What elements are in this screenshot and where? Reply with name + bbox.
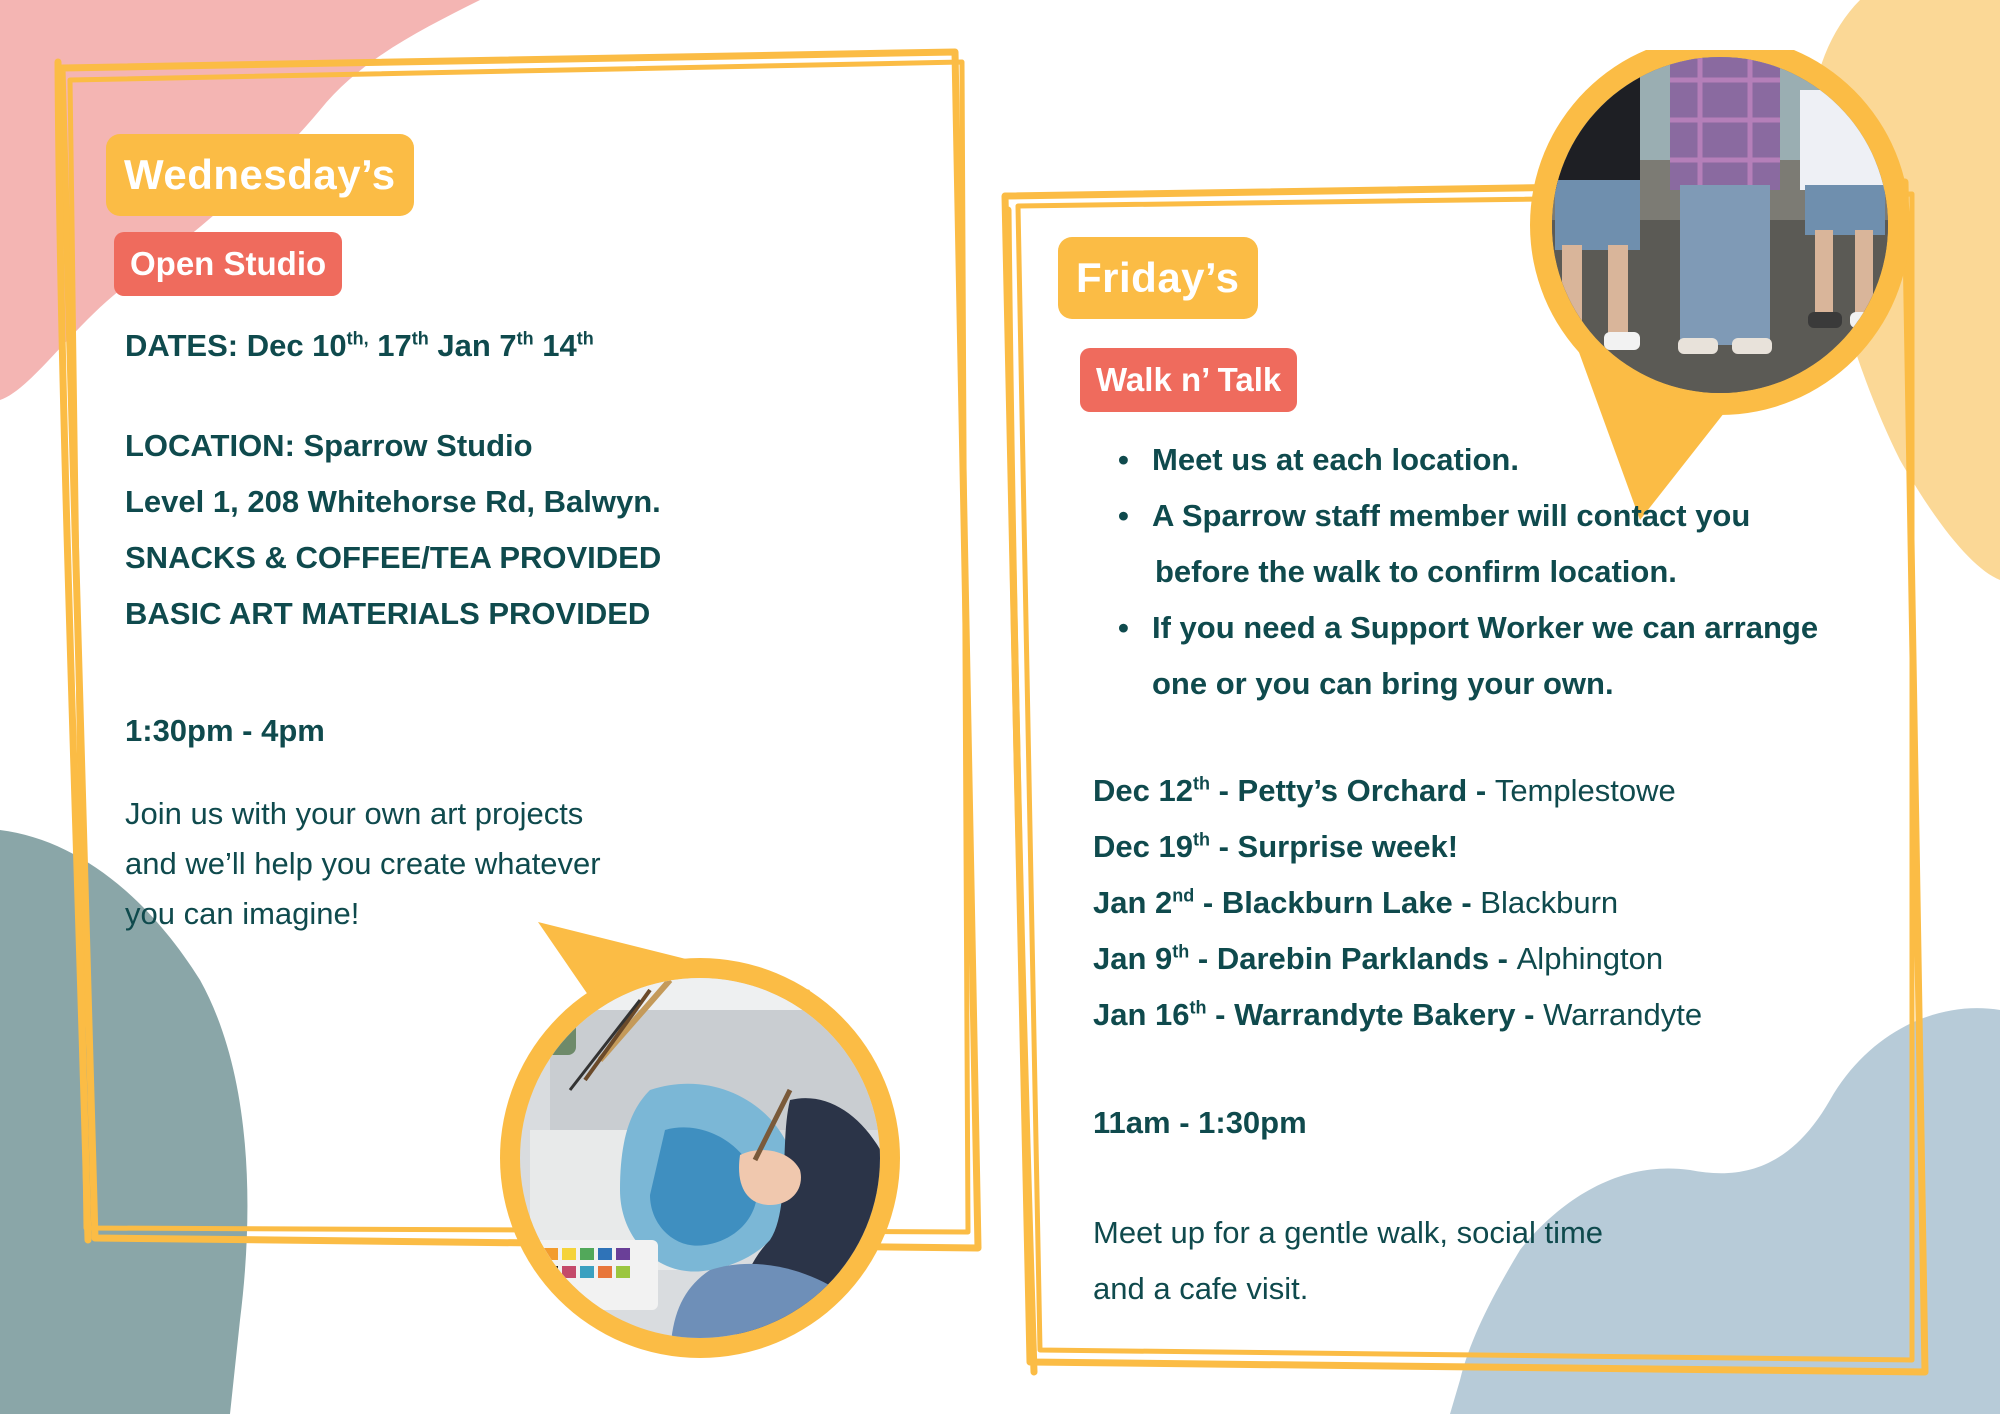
schedule-row: Dec 12th - Petty’s Orchard - Templestowe <box>1093 773 1676 808</box>
wednesday-title: Wednesday’s <box>106 134 414 216</box>
bullet-item: • A Sparrow staff member will contact you before the walk to confirm location. <box>1114 488 1914 600</box>
bullet-item: • Meet us at each location. <box>1114 432 1914 488</box>
location-line-1: LOCATION: Sparrow Studio <box>125 428 533 463</box>
open-studio-badge: Open Studio <box>114 232 342 296</box>
schedule-row: Dec 19th - Surprise week! <box>1093 829 1459 864</box>
wednesday-dates: DATES: Dec $10^{th,}$ 17th Jan 7th 14th <box>125 328 594 363</box>
wednesday-time: 1:30pm - 4pm <box>125 713 325 748</box>
painting-photo-pin <box>490 920 900 1365</box>
walk-schedule <box>1093 763 1702 1043</box>
wednesday-description-2: and we’ll help you create whatever <box>125 846 601 881</box>
wednesday-description-3: you can imagine! <box>125 896 360 931</box>
schedule-row: Jan 9th - Darebin Parklands - Alphington <box>1093 941 1664 976</box>
friday-bullet-list <box>1114 432 1914 712</box>
friday-time: 11am - 1:30pm <box>1093 1105 1307 1140</box>
bullet-item: • If you need a Support Worker we can arrange one or you can bring your own. <box>1114 600 1914 712</box>
walk-n-talk-badge: Walk n’ Talk <box>1080 348 1297 412</box>
wednesday-description-1: Join us with your own art projects <box>125 796 584 831</box>
friday-title: Friday’s <box>1058 237 1258 319</box>
snacks-note: SNACKS & COFFEE/TEA PROVIDED <box>125 540 662 575</box>
friday-description-1: Meet up for a gentle walk, social time <box>1093 1215 1604 1250</box>
location-line-2: Level 1, 208 Whitehorse Rd, Balwyn. <box>125 484 661 519</box>
schedule-row: Jan 2nd - Blackburn Lake - Blackburn <box>1093 885 1619 920</box>
schedule-row: Jan 16th - Warrandyte Bakery - Warrandyte <box>1093 997 1703 1032</box>
materials-note: BASIC ART MATERIALS PROVIDED <box>125 596 651 631</box>
friday-description-2: and a cafe visit. <box>1093 1271 1309 1306</box>
